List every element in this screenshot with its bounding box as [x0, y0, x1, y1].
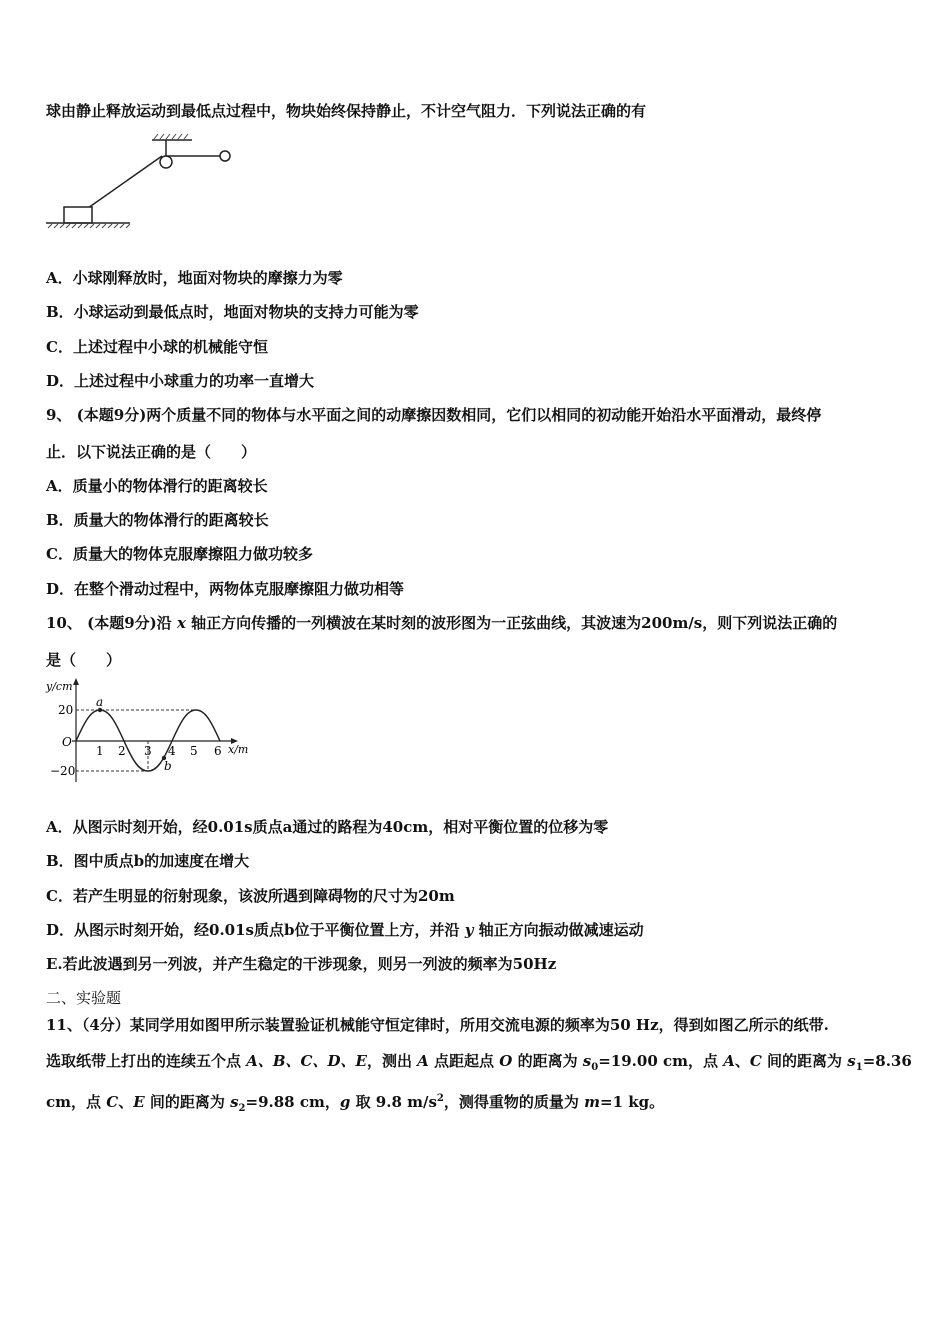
q11-l3-g: g — [339, 1093, 351, 1111]
ceiling-hatch — [154, 134, 188, 139]
q11-l2-t2: ，测出 — [366, 1052, 418, 1070]
q9-option-d: D．在整个滑动过程中，两物体克服摩擦阻力做功相等 — [46, 580, 405, 598]
q8-option-a: A．小球刚释放时，地面对物块的摩擦力为零 — [46, 269, 343, 287]
q10-option-d — [46, 920, 644, 940]
y-axis-label: y/cm — [46, 680, 73, 693]
q11-l3-m: m — [584, 1093, 600, 1111]
q10-option-c: C．若产生明显的衍射现象，该波所遇到障碍物的尺寸为20m — [46, 887, 455, 905]
pendulum-figure — [44, 132, 244, 232]
q11-l2-s1: s — [847, 1052, 856, 1070]
x-tick-3: 3 — [144, 744, 152, 758]
q11-l2-t7: 间的距离为 — [761, 1052, 848, 1070]
q8-option-b: B．小球运动到最低点时，地面对物块的支持力可能为零 — [46, 303, 419, 321]
origin-label: O — [62, 735, 72, 749]
q8-option-d: D．上述过程中小球重力的功率一直增大 — [46, 372, 315, 390]
string-to-block — [88, 156, 162, 208]
q10-option-d-text-b: 轴正方向振动做减速运动 — [473, 921, 644, 939]
q11-l2-a: A — [417, 1052, 429, 1070]
q11-l3-t5: 取 9.8 m/s — [350, 1093, 437, 1111]
q11-l2-sub1: 1 — [855, 1062, 863, 1073]
q11-l2-a2: A — [723, 1052, 735, 1070]
x-tick-1: 1 — [96, 744, 104, 758]
q9-option-a: A．质量小的物体滑行的距离较长 — [46, 477, 268, 495]
x-tick-5: 5 — [190, 744, 198, 758]
q11-l2-c: C — [749, 1052, 762, 1070]
q11-l2-t1: 选取纸带上打出的连续五个点 — [46, 1052, 247, 1070]
ground-hatch — [48, 224, 130, 228]
q11-line2 — [46, 1051, 912, 1078]
q11-l2-t6: 、 — [734, 1052, 750, 1070]
x-tick-4: 4 — [168, 744, 176, 758]
q9-option-b: B．质量大的物体滑行的距离较长 — [46, 511, 269, 529]
q11-l2-sub0: 0 — [591, 1062, 599, 1073]
intro-text: 球由静止释放运动到最低点过程中，物块始终保持静止，不计空气阻力．下列说法正确的有 — [46, 102, 647, 120]
q10-stem-line1 — [46, 613, 837, 633]
q11-l3-e: E — [133, 1093, 145, 1111]
point-b-label: b — [164, 759, 172, 773]
q11-line1: 11、（4分）某同学用如图甲所示装置验证机械能守恒定律时，所用交流电源的频率为50 Hz，得到如图乙所示的纸带. — [46, 1016, 829, 1034]
x-axis-label: x/m — [228, 743, 249, 756]
y-tick-minus-20: −20 — [50, 764, 76, 778]
q10-option-d-text-a: D．从图示时刻开始，经0.01s质点b位于平衡位置上方，并沿 — [46, 921, 465, 939]
q11-l2-t3: 点距起点 — [428, 1052, 500, 1070]
q11-l3-t7: =1 kg。 — [600, 1093, 665, 1111]
q9-stem-line1: 9、 (本题9分)两个质量不同的物体与水平面之间的动摩擦因数相同，它们以相同的初动能开始沿水平面滑动，最终停 — [46, 406, 822, 424]
q10-stem-text-b: 轴正方向传播的一列横波在某时刻的波形图为一正弦曲线，其波速为200m/s，则下列说法正确的 — [185, 614, 838, 632]
q11-l2-t5: =19.00 cm，点 — [598, 1052, 724, 1070]
q11-l3-s2: s — [230, 1093, 239, 1111]
block — [64, 207, 92, 223]
q11-l3-t2: 、 — [118, 1093, 134, 1111]
y-axis-arrow — [73, 678, 79, 685]
q11-l3-t6: ，测得重物的质量为 — [443, 1093, 585, 1111]
q11-l2-points: A、B、C、D、E — [246, 1052, 367, 1070]
section-title: 二、实验题 — [46, 989, 122, 1007]
wave-graph — [44, 676, 264, 786]
q10-stem-line2: 是（ ） — [46, 651, 122, 669]
q11-l2-t4: 的距离为 — [512, 1052, 583, 1070]
pulley — [160, 156, 172, 168]
q10-option-d-var-y: y — [464, 921, 474, 939]
q11-l2-s0: s — [582, 1052, 592, 1070]
y-tick-20: 20 — [58, 703, 74, 717]
q10-stem-var-x: x — [176, 614, 186, 632]
q9-option-c: C．质量大的物体克服摩擦阻力做功较多 — [46, 545, 313, 563]
q10-stem-text-a: 10、 (本题9分)沿 — [46, 614, 177, 632]
q11-l3-t3: 间的距离为 — [144, 1093, 231, 1111]
x-tick-2: 2 — [118, 744, 126, 758]
ball — [220, 151, 230, 161]
q11-l3-sub2: 2 — [238, 1103, 246, 1114]
q11-line3 — [46, 1089, 664, 1119]
q10-option-b: B．图中质点b的加速度在增大 — [46, 852, 250, 870]
q11-l2-t8: =8.36 — [862, 1052, 912, 1070]
q11-l3-sup2: 2 — [436, 1093, 444, 1104]
point-a-label: a — [96, 695, 104, 709]
q10-option-e: E.若此波遇到另一列波，并产生稳定的干涉现象，则另一列波的频率为50Hz — [46, 955, 557, 973]
q8-option-c: C．上述过程中小球的机械能守恒 — [46, 338, 268, 356]
q11-l3-t4: =9.88 cm， — [245, 1093, 340, 1111]
q11-l2-o: O — [499, 1052, 513, 1070]
q11-l3-c: C — [106, 1093, 119, 1111]
x-tick-6: 6 — [214, 744, 222, 758]
q11-l3-t1: cm，点 — [46, 1093, 107, 1111]
q10-option-a: A．从图示时刻开始，经0.01s质点a通过的路程为40cm，相对平衡位置的位移为零 — [46, 818, 609, 836]
q9-stem-line2: 止．以下说法正确的是（ ） — [46, 443, 257, 461]
